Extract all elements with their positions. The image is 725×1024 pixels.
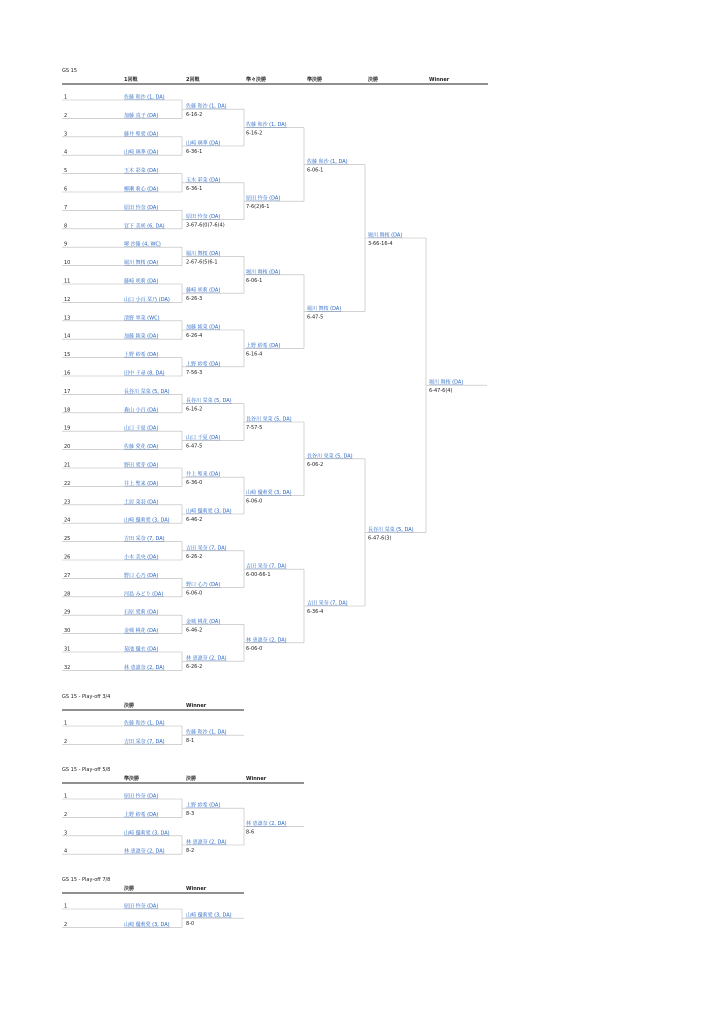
round-header: Winner xyxy=(186,703,207,709)
seed-number: 1 xyxy=(64,94,68,101)
player-link[interactable]: 堀川 舞桜 (DA) xyxy=(307,306,342,313)
player-link[interactable]: 藤崎 咲莉 (DA) xyxy=(124,278,159,285)
player-link[interactable]: 小木 美央 (DA) xyxy=(124,554,159,561)
player-link[interactable]: 藤井 聖愛 (DA) xyxy=(124,131,159,138)
match-score: 3-67-6(0)7-6(4) xyxy=(186,222,225,229)
player-link[interactable]: 宮下 美咲 (6, DA) xyxy=(124,223,165,230)
player-link[interactable]: 山口 千夏 (DA) xyxy=(186,434,221,441)
player-link[interactable]: 山崎 優莉愛 (3, DA) xyxy=(186,912,232,919)
player-link[interactable]: 加藤 綾菜 (DA) xyxy=(124,333,159,340)
match-score: 6-06-0 xyxy=(246,498,263,505)
player-link[interactable]: 堀川 舞桜 (DA) xyxy=(246,269,281,276)
player-link[interactable]: 林 恵凛奈 (2, DA) xyxy=(246,821,287,828)
seed-number: 18 xyxy=(64,407,71,414)
player-link[interactable]: 清野 寧菜 (WC) xyxy=(124,315,160,322)
player-link[interactable]: 山崎 優莉愛 (3, DA) xyxy=(124,830,170,837)
player-link[interactable]: 土居 菜羽 (DA) xyxy=(124,499,159,506)
match-score: 6-47-5 xyxy=(186,443,203,450)
seed-number: 6 xyxy=(64,186,68,193)
player-link[interactable]: 金城 桃花 (DA) xyxy=(124,628,159,635)
player-link[interactable]: 長谷川 栞菜 (5, DA) xyxy=(368,526,414,533)
match-score: 6-46-2 xyxy=(186,627,203,634)
round-header: 準決勝 xyxy=(124,776,140,782)
seed-number: 26 xyxy=(64,554,71,561)
player-link[interactable]: 石原 愛莉 (DA) xyxy=(124,609,159,616)
player-link[interactable]: 玉木 彩菜 (DA) xyxy=(124,168,159,175)
seed-number: 2 xyxy=(64,738,68,745)
player-link[interactable]: 吉田 采奈 (7, DA) xyxy=(307,600,348,607)
match-score: 6-46-2 xyxy=(186,517,203,523)
player-link[interactable]: 佐藤 和沙 (1, DA) xyxy=(124,94,165,101)
match-score: 6-26-2 xyxy=(186,664,203,671)
player-link[interactable]: 上野 紗希 (DA) xyxy=(246,342,281,349)
player-link[interactable]: 上野 紗希 (DA) xyxy=(186,802,221,809)
player-link[interactable]: 原田 怜奈 (DA) xyxy=(124,903,159,910)
player-link[interactable]: 山崎 璃華 (DA) xyxy=(186,140,221,147)
match-score: 6-36-1 xyxy=(186,185,203,192)
seed-number: 22 xyxy=(64,480,71,487)
player-link[interactable]: 林 恵凛奈 (2, DA) xyxy=(246,637,287,644)
match-score: 3-66-16-4 xyxy=(368,241,393,247)
round-header: 準決勝 xyxy=(307,77,323,83)
player-link[interactable]: 吉田 采奈 (7, DA) xyxy=(124,738,165,745)
player-link[interactable]: 原田 怜奈 (DA) xyxy=(186,214,221,221)
seed-number: 17 xyxy=(64,388,71,395)
round-header: 決勝 xyxy=(368,77,379,83)
player-link[interactable]: 加藤 真子 (DA) xyxy=(124,112,159,119)
match-score: 6-26-3 xyxy=(186,296,203,303)
player-link[interactable]: 井上 聖来 (DA) xyxy=(186,471,221,478)
seed-number: 31 xyxy=(64,646,71,653)
player-link[interactable]: 吉田 采奈 (7, DA) xyxy=(246,563,287,570)
playoff-title: GS 15 - Play-off 5/8 xyxy=(62,767,111,773)
seed-number: 2 xyxy=(64,921,68,928)
round-header: Winner xyxy=(246,776,267,782)
player-link[interactable]: 林 恵凛奈 (2, DA) xyxy=(124,848,165,855)
match-score: 6-06-0 xyxy=(186,590,203,597)
player-link[interactable]: 上野 紗希 (DA) xyxy=(124,352,159,359)
seed-number: 3 xyxy=(64,830,68,837)
player-link[interactable]: 山崎 璃華 (DA) xyxy=(124,149,159,156)
match-score: 8-6 xyxy=(246,829,255,836)
match-score: 6-26-2 xyxy=(186,553,203,560)
round-header: 準々決勝 xyxy=(246,77,267,83)
seed-number: 32 xyxy=(64,664,71,671)
match-score: 6-16-2 xyxy=(186,406,203,413)
match-score: 6-00-66-1 xyxy=(246,572,271,579)
match-score: 7-6(2)6-1 xyxy=(246,204,270,211)
player-link[interactable]: 長谷川 栞菜 (5, DA) xyxy=(124,388,170,395)
round-header: 1回戦 xyxy=(124,77,138,83)
player-link[interactable]: 長谷川 栞菜 (5, DA) xyxy=(246,416,292,423)
seed-number: 7 xyxy=(64,204,68,211)
round-header: Winner xyxy=(429,77,450,83)
match-score: 2-67-6(5)6-1 xyxy=(186,259,218,266)
match-score: 7-57-5 xyxy=(246,425,263,431)
player-link[interactable]: 上野 紗希 (DA) xyxy=(124,811,159,818)
player-link[interactable]: 加藤 綾菜 (DA) xyxy=(186,324,221,331)
player-link[interactable]: 河島 みどり (DA) xyxy=(124,591,164,598)
player-link[interactable]: 上野 紗希 (DA) xyxy=(186,361,221,368)
seed-number: 3 xyxy=(64,131,68,138)
player-link[interactable]: 長谷川 栞菜 (5, DA) xyxy=(307,453,353,460)
player-link[interactable]: 原田 怜奈 (DA) xyxy=(246,195,281,202)
player-link[interactable]: 山崎 優莉愛 (3, DA) xyxy=(124,921,170,928)
player-link[interactable]: 佐藤 和沙 (1, DA) xyxy=(124,720,165,727)
seed-number: 11 xyxy=(64,278,71,285)
match-score: 6-36-1 xyxy=(186,149,203,155)
player-link[interactable]: 堀川 舞桜 (DA) xyxy=(368,232,403,239)
round-header: 決勝 xyxy=(186,776,197,782)
match-score: 8-0 xyxy=(186,921,195,928)
match-score: 8-1 xyxy=(186,738,195,745)
player-link[interactable]: 山崎 優莉愛 (3, DA) xyxy=(124,517,170,524)
match-score: 6-06-1 xyxy=(246,277,263,284)
seed-number: 1 xyxy=(64,793,68,800)
seed-number: 16 xyxy=(64,370,71,377)
seed-number: 20 xyxy=(64,444,71,451)
player-link[interactable]: 佐藤 和沙 (1, DA) xyxy=(307,158,348,165)
seed-number: 30 xyxy=(64,628,71,635)
player-link[interactable]: 堀川 舞桜 (DA) xyxy=(429,379,464,386)
seed-number: 13 xyxy=(64,315,71,322)
draw-title: GS 15 xyxy=(62,68,77,74)
player-link[interactable]: 堺 沙羅 (4, WC) xyxy=(124,241,161,248)
player-link[interactable]: 野口 心乃 (DA) xyxy=(186,582,221,589)
player-link[interactable]: 原田 怜奈 (DA) xyxy=(124,793,159,800)
seed-number: 4 xyxy=(64,848,68,855)
round-header: Winner xyxy=(186,886,207,892)
player-link[interactable]: 田中 千尋 (8, DA) xyxy=(124,370,165,377)
seed-number: 1 xyxy=(64,720,68,727)
playoff-title: GS 15 - Play-off 3/4 xyxy=(62,694,111,700)
player-link[interactable]: 山崎 優莉愛 (3, DA) xyxy=(186,508,232,515)
player-link[interactable]: 佐藤 愛花 (DA) xyxy=(124,444,159,451)
player-link[interactable]: 玉木 彩菜 (DA) xyxy=(186,177,221,184)
seed-number: 8 xyxy=(64,223,68,230)
seed-number: 9 xyxy=(64,241,68,248)
player-link[interactable]: 山口 千夏 (DA) xyxy=(124,425,159,432)
match-score: 6-36-4 xyxy=(307,609,324,615)
player-link[interactable]: 堀川 舞桜 (DA) xyxy=(124,260,159,267)
player-link[interactable]: 林 恵凛奈 (2, DA) xyxy=(124,664,165,671)
match-score: 6-06-1 xyxy=(307,167,324,174)
round-header: 決勝 xyxy=(124,703,135,709)
seed-number: 27 xyxy=(64,572,71,579)
match-score: 6-06-0 xyxy=(246,645,263,652)
match-score: 8-3 xyxy=(186,811,195,818)
seed-number: 4 xyxy=(64,149,68,156)
match-score: 6-16-2 xyxy=(246,130,263,137)
seed-number: 21 xyxy=(64,462,71,469)
player-link[interactable]: 佐藤 和沙 (1, DA) xyxy=(186,103,227,110)
seed-number: 29 xyxy=(64,609,71,616)
seed-number: 5 xyxy=(64,168,68,175)
player-link[interactable]: 佐藤 和沙 (1, DA) xyxy=(246,122,287,129)
match-score: 6-16-4 xyxy=(246,351,263,358)
seed-number: 14 xyxy=(64,333,71,340)
player-link[interactable]: 原田 怜奈 (DA) xyxy=(124,204,159,211)
seed-number: 19 xyxy=(64,425,71,432)
match-score: 6-36-0 xyxy=(186,480,203,487)
match-score: 6-47-5 xyxy=(307,314,324,321)
player-link[interactable]: 野口 心乃 (DA) xyxy=(124,572,159,579)
seed-number: 23 xyxy=(64,499,71,506)
player-link[interactable]: 長谷川 栞菜 (5, DA) xyxy=(186,398,232,405)
match-score: 6-47-6(4) xyxy=(429,388,453,395)
seed-number: 1 xyxy=(64,903,68,910)
seed-number: 25 xyxy=(64,536,71,543)
player-link[interactable]: 山口 小百 栞乃 (DA) xyxy=(124,296,170,303)
player-link[interactable]: 藤崎 咲莉 (DA) xyxy=(186,287,221,294)
match-score: 6-06-2 xyxy=(307,461,324,468)
seed-number: 2 xyxy=(64,811,68,818)
match-score: 6-26-4 xyxy=(186,333,203,339)
player-link[interactable]: 佐藤 和沙 (1, DA) xyxy=(186,729,227,736)
player-link[interactable]: 柳瀬 莉心 (DA) xyxy=(124,186,159,193)
player-link[interactable]: 吉田 采奈 (7, DA) xyxy=(124,536,165,543)
seed-number: 10 xyxy=(64,260,71,267)
player-link[interactable]: 山崎 優莉愛 (3, DA) xyxy=(246,490,292,497)
player-link[interactable]: 吉田 采奈 (7, DA) xyxy=(186,545,227,552)
match-score: 7-56-3 xyxy=(186,369,203,376)
player-link[interactable]: 金城 桃花 (DA) xyxy=(186,618,221,625)
player-link[interactable]: 堀川 舞桜 (DA) xyxy=(186,250,221,257)
match-score: 6-47-6(3) xyxy=(368,535,392,542)
player-link[interactable]: 林 恵凛奈 (2, DA) xyxy=(186,839,227,846)
player-link[interactable]: 林 恵凛奈 (2, DA) xyxy=(186,655,227,662)
player-link[interactable]: 森山 小百 (DA) xyxy=(124,407,159,414)
player-link[interactable]: 井上 聖来 (DA) xyxy=(124,480,159,487)
match-score: 6-16-2 xyxy=(186,112,203,119)
round-header: 2回戦 xyxy=(186,77,200,83)
player-link[interactable]: 野田 愛芽 (DA) xyxy=(124,462,159,469)
playoff-title: GS 15 - Play-off 7/8 xyxy=(62,877,111,883)
player-link[interactable]: 菊池 優衣 (DA) xyxy=(124,646,159,653)
match-score: 8-2 xyxy=(186,848,195,854)
seed-number: 12 xyxy=(64,296,71,303)
round-header: 決勝 xyxy=(124,886,135,892)
seed-number: 15 xyxy=(64,352,71,359)
seed-number: 28 xyxy=(64,591,71,598)
seed-number: 24 xyxy=(64,517,71,524)
seed-number: 2 xyxy=(64,112,68,119)
